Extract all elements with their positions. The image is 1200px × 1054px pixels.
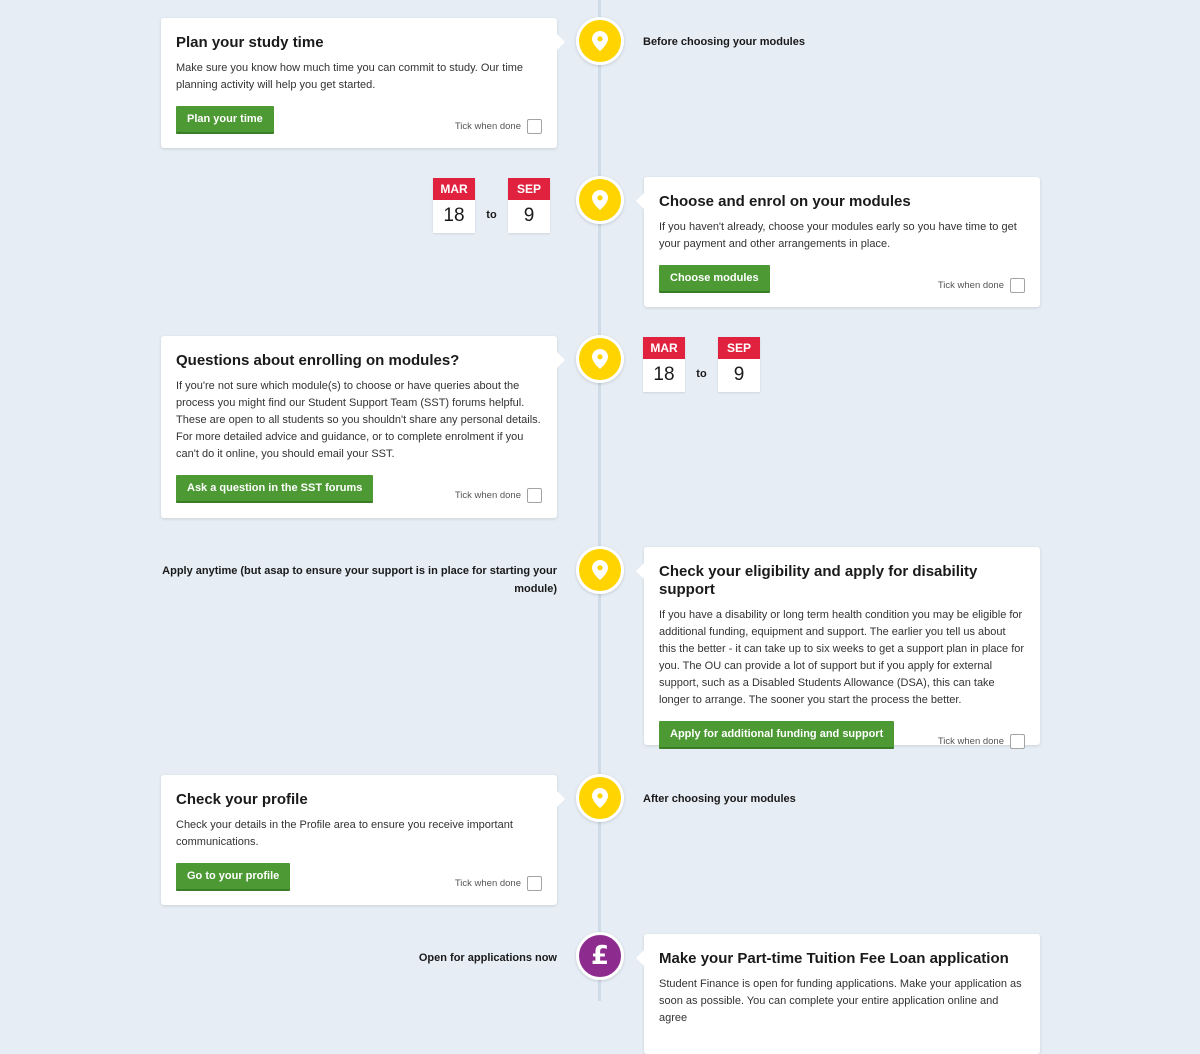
calendar-start xyxy=(433,178,475,233)
step-description: If you haven't already, choose your modules early so you have time to get your payment and other arrangements in place. xyxy=(659,221,1017,250)
date-separator: to xyxy=(696,367,707,380)
location-pin-icon xyxy=(576,774,624,822)
calendar-month: SEP xyxy=(718,337,760,359)
timeline-spine xyxy=(598,0,601,1001)
pound-glyph: £ xyxy=(590,941,610,971)
calendar-day: 9 xyxy=(523,205,535,226)
done-checkbox[interactable] xyxy=(527,119,542,134)
step-description: Student Finance is open for funding applications. Make your application as soon as possible. You can complete your entire application online and agree xyxy=(659,978,1022,1024)
tick-when-done[interactable] xyxy=(455,488,542,503)
step-title: Make your Part-time Tuition Fee Loan application xyxy=(659,950,1009,967)
step-card-choose-modules xyxy=(644,177,1040,307)
calendar-day: 18 xyxy=(443,205,465,226)
step-title: Choose and enrol on your modules xyxy=(659,193,911,210)
tick-when-done[interactable] xyxy=(455,119,542,134)
step-title: Plan your study time xyxy=(176,34,324,51)
step-card-enrolling-questions xyxy=(161,336,557,518)
done-checkbox[interactable] xyxy=(1010,278,1025,293)
step-description: Make sure you know how much time you can commit to study. Our time planning activity will help you get started. xyxy=(176,62,524,91)
timing-label: Before choosing your modules xyxy=(643,36,805,48)
step-title: Check your eligibility and apply for disability support xyxy=(659,563,978,598)
calendar-day: 18 xyxy=(653,364,675,385)
calendar-month: MAR xyxy=(643,337,685,359)
tick-label: Tick when done xyxy=(454,120,521,132)
done-checkbox[interactable] xyxy=(527,876,542,891)
step-description: If you have a disability or long term health condition you may be eligible for additional funding, equipment and support. The earlier you tell us about this the better - it can take up to six weeks to get a support plan in place for you. The OU can provide a lot of support but if you apply for external support, such as a Disabled Students Allowance (DSA), this can take longer to arrange. The sooner you start the process the better. xyxy=(659,609,1025,706)
step-card-tuition-fee-loan xyxy=(644,934,1040,1054)
calendar-day: 9 xyxy=(733,364,745,385)
plan-your-time-button[interactable]: Plan your time xyxy=(176,106,274,134)
apply-funding-support-button[interactable]: Apply for additional funding and support xyxy=(659,721,894,749)
date-range xyxy=(643,337,760,392)
step-card-plan-study-time xyxy=(161,18,557,148)
step-title: Check your profile xyxy=(176,791,308,808)
calendar-start xyxy=(643,337,685,392)
tick-label: Tick when done xyxy=(454,489,521,501)
date-separator: to xyxy=(486,208,497,221)
choose-modules-button[interactable]: Choose modules xyxy=(659,265,770,293)
tick-when-done[interactable] xyxy=(938,278,1025,293)
ask-sst-forums-button[interactable]: Ask a question in the SST forums xyxy=(176,475,373,503)
location-pin-icon xyxy=(576,546,624,594)
timing-label: Apply anytime (but asap to ensure your support is in place for starting your module) xyxy=(162,565,557,595)
tick-when-done[interactable] xyxy=(455,876,542,891)
go-to-profile-button[interactable]: Go to your profile xyxy=(176,863,290,891)
step-card-check-profile xyxy=(161,775,557,905)
timing-label: After choosing your modules xyxy=(643,793,796,805)
tick-label: Tick when done xyxy=(937,279,1004,291)
calendar-end xyxy=(718,337,760,392)
pound-icon xyxy=(576,932,624,980)
done-checkbox[interactable] xyxy=(1010,734,1025,749)
date-range xyxy=(433,178,550,233)
tick-when-done[interactable] xyxy=(938,734,1025,749)
tick-label: Tick when done xyxy=(454,877,521,889)
timing-label: Open for applications now xyxy=(418,952,557,964)
location-pin-icon xyxy=(576,335,624,383)
done-checkbox[interactable] xyxy=(527,488,542,503)
calendar-month: SEP xyxy=(508,178,550,200)
step-title: Questions about enrolling on modules? xyxy=(176,352,460,369)
step-description: Check your details in the Profile area to ensure you receive important communications. xyxy=(176,819,513,848)
step-card-disability-support xyxy=(644,547,1040,745)
location-pin-icon xyxy=(576,176,624,224)
calendar-month: MAR xyxy=(433,178,475,200)
calendar-end xyxy=(508,178,550,233)
step-description: If you're not sure which module(s) to choose or have queries about the process you might find our Student Support Team (SST) forums helpful. These are open to all students so you shouldn't share any personal details. For more detailed advice and guidance, or to complete enrolment if you can't do it online, you should email your SST. xyxy=(176,380,541,460)
tick-label: Tick when done xyxy=(937,735,1004,747)
location-pin-icon xyxy=(576,17,624,65)
